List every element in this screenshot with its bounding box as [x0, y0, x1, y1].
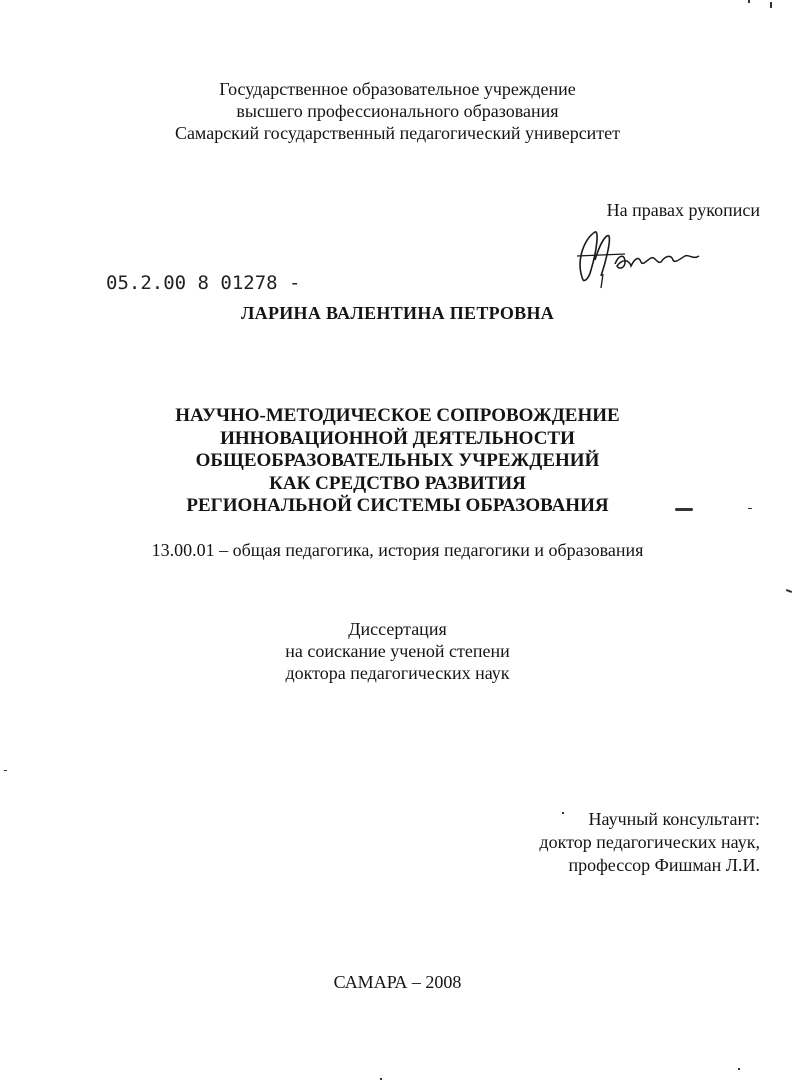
specialty-code: 13.00.01 – общая педагогика, история педагогики и образования [151, 540, 644, 560]
scan-speck [786, 589, 792, 593]
title-line: РЕГИОНАЛЬНОЙ СИСТЕМЫ ОБРАЗОВАНИЯ [186, 495, 609, 516]
handwritten-signature [555, 220, 715, 290]
scan-speck [748, 508, 752, 509]
institution-line: Государственное образовательное учреждение [219, 79, 576, 99]
city-year: САМАРА – 2008 [333, 972, 462, 992]
title-line: ОБЩЕОБРАЗОВАТЕЛЬНЫХ УЧРЕЖДЕНИЙ [195, 450, 600, 471]
degree-line: Диссертация [348, 619, 447, 639]
scan-speck [4, 770, 7, 771]
institution-header [0, 78, 795, 144]
consultant-line: Научный консультант: [588, 809, 760, 829]
institution-line: высшего профессионального образования [236, 101, 559, 121]
degree-line: доктора педагогических наук [285, 663, 510, 683]
catalog-number: 05.2.00 8 01278 - [106, 272, 301, 294]
title-line: ИННОВАЦИОННОЙ ДЕЯТЕЛЬНОСТИ [220, 427, 575, 449]
title-line: НАУЧНО-МЕТОДИЧЕСКОЕ СОПРОВОЖДЕНИЕ [175, 405, 620, 426]
dissertation-title [0, 405, 795, 518]
consultant-line: профессор Фишман Л.И. [568, 855, 760, 875]
scan-speck [770, 2, 772, 8]
manuscript-rights-label: На правах рукописи [606, 200, 760, 220]
scientific-consultant [460, 808, 760, 877]
scan-speck [675, 508, 693, 511]
institution-line: Самарский государственный педагогический университет [174, 123, 621, 143]
degree-line: на соискание ученой степени [285, 641, 510, 661]
author-name: ЛАРИНА ВАЛЕНТИНА ПЕТРОВНА [240, 303, 555, 323]
scan-speck [738, 1068, 740, 1070]
dissertation-degree [0, 618, 795, 684]
scan-speck [380, 1078, 382, 1080]
title-line: КАК СРЕДСТВО РАЗВИТИЯ [269, 472, 526, 494]
scan-speck [562, 812, 564, 814]
consultant-line: доктор педагогических наук, [539, 832, 760, 852]
scan-speck [748, 0, 750, 3]
